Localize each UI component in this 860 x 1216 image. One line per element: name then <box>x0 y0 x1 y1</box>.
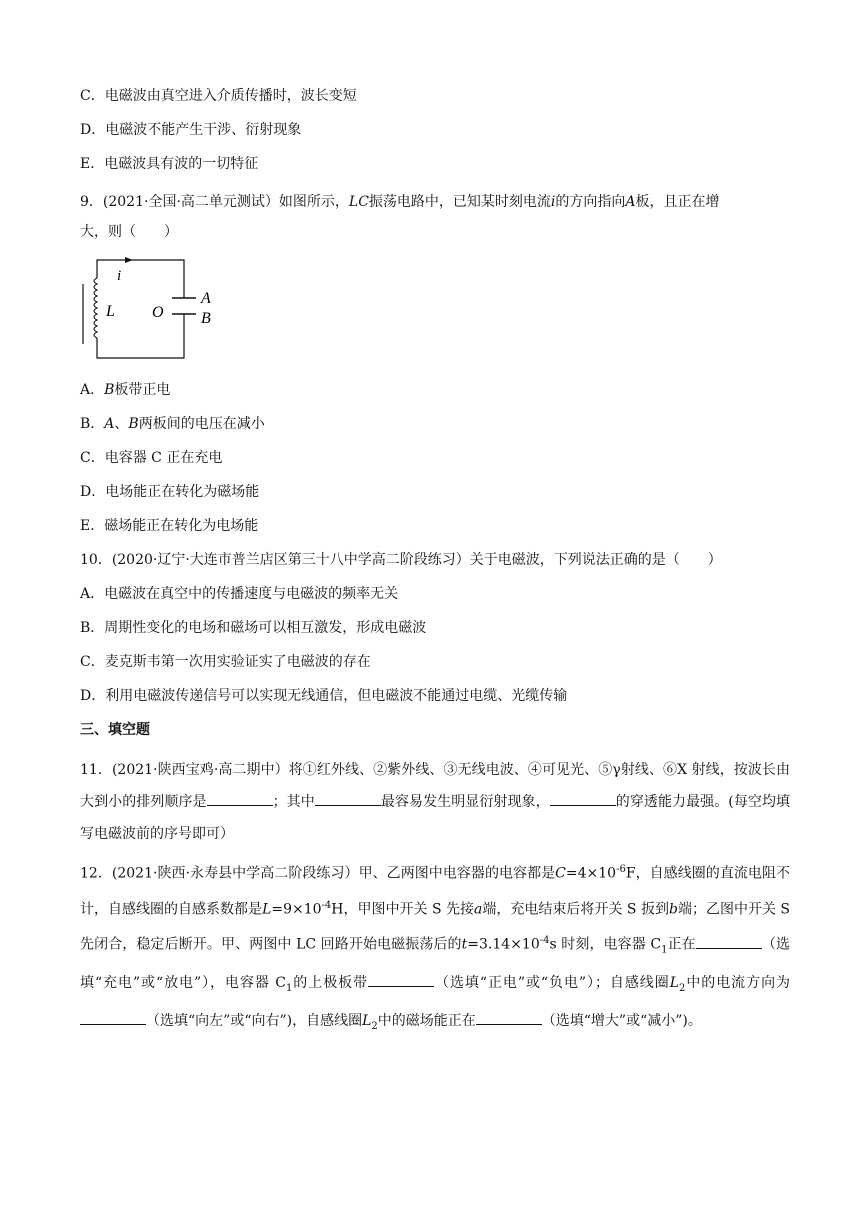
q12-part: （选填“正电”或“负电”）；自感线圈 <box>434 974 670 991</box>
q9-option-d: D．电场能正在转化为磁场能 <box>80 484 260 500</box>
label-L: L <box>106 303 115 320</box>
option-var: A <box>104 416 115 432</box>
q12-part: =3.14×10 <box>467 936 540 953</box>
q12-exp: -4 <box>321 899 332 911</box>
lc-circuit-svg <box>80 256 230 374</box>
q12-part: =9×10 <box>271 901 322 918</box>
q11-text <box>80 754 790 850</box>
label-i: i <box>117 268 122 284</box>
option-text: 板带正电 <box>114 382 171 398</box>
circuit-wire-bottom <box>97 314 184 358</box>
q12-part: 12．(2021·陕西·永寿县中学高二阶段练习）甲、乙两图中电容器的电容都是 <box>80 865 556 882</box>
q12-part: 正在 <box>667 936 696 953</box>
q9-stem-part: 振荡电路中，已知某时刻电流 <box>368 194 551 210</box>
answer-blank[interactable] <box>476 1012 542 1025</box>
option-prefix: B． <box>80 416 105 432</box>
q12-part: （选填“向左”或“向右”)，自感线圈 <box>146 1012 363 1029</box>
q12-part: （选填“充电”或“放电”），电容器 C <box>80 936 790 991</box>
q12-part: 端；乙图中开关 S 先闭合，稳定后断开。甲、两图中 LC 回路开始电磁振荡后的 <box>80 901 791 953</box>
label-B: B <box>201 310 211 327</box>
q10-option-a: A．电磁波在真空中的传播速度与电磁波的频率无关 <box>80 586 399 602</box>
answer-blank[interactable] <box>368 974 434 987</box>
q12-var: L <box>362 1012 372 1029</box>
q9-stem-part: 板，且正在增 <box>635 194 720 210</box>
label-A: A <box>201 290 211 307</box>
answer-blank[interactable] <box>315 793 381 806</box>
q11-part: 11．(2021·陕西宝鸡·高二期中）将①红外线、②紫外线、③无线电波、④可见光、⑤γ射线、⑥X 射线，按波长由大到小的排列顺序是 <box>80 762 790 810</box>
q8-option-e: E．电磁波具有波的一切特征 <box>80 156 259 172</box>
q12-exp: -6 <box>616 864 626 875</box>
q12-var: L <box>262 901 272 918</box>
inductor-coil <box>94 278 97 338</box>
q12-sub: 2 <box>679 982 686 994</box>
q12-part: H，甲图中开关 S 先接 <box>331 901 475 918</box>
q9-option-e: E．磁场能正在转化为电场能 <box>80 518 259 534</box>
option-sep: 、 <box>114 416 129 432</box>
q12-part: （选填“增大”或“减小”)。 <box>541 1012 702 1029</box>
q12-part: 端，充电结束后将开关 S 扳到 <box>482 901 669 918</box>
q12-var: L <box>669 974 679 991</box>
worksheet-page <box>80 86 790 1044</box>
circuit-wire-top <box>97 260 184 298</box>
q12-part: 中的电流方向为 <box>685 974 791 991</box>
current-arrow-icon <box>125 257 133 263</box>
q12-sub: 1 <box>285 982 293 994</box>
q12-part: F，自感线圈的直流电阻不计，自感线圈的自感系数都是 <box>80 865 790 918</box>
q10-option-d: D．利用电磁波传递信号可以实现无线通信，但电磁波不能通过电缆、光缆传输 <box>80 688 568 704</box>
q10-option-c: C．麦克斯韦第一次用实验证实了电磁波的存在 <box>80 654 371 670</box>
q12-exp: -4 <box>539 935 550 947</box>
q9-stem <box>80 188 790 216</box>
q12-part: 中的磁场能正在 <box>377 1012 476 1029</box>
q12-sub: 1 <box>661 944 668 956</box>
q11-part: ；其中 <box>272 794 315 810</box>
q9-stem-var: A <box>625 194 636 210</box>
q12-part: s 时刻，电容器 C <box>549 936 662 953</box>
q12-var: a <box>474 901 483 918</box>
q11-part: 的穿透能力最强。(每空均填写电磁波前的序号即可） <box>80 794 791 842</box>
q11-part: 最容易发生明显衍射现象， <box>380 794 550 810</box>
q9-stem-part: 9．(2021·全国·高二单元测试）如图所示， <box>80 194 349 210</box>
answer-blank[interactable] <box>696 936 762 949</box>
q8-option-c: C．电磁波由真空进入介质传播时，波长变短 <box>80 88 357 104</box>
option-text: 两板间的电压在减小 <box>138 416 265 432</box>
q12-sub: 2 <box>371 1020 378 1032</box>
q9-stem-var: LC <box>348 194 369 210</box>
q9-option-c: C．电容器 C 正在充电 <box>80 450 223 466</box>
option-var: B <box>104 382 115 398</box>
q9-option-b <box>80 414 790 434</box>
q12-var: b <box>668 901 678 918</box>
label-O: O <box>152 304 164 321</box>
answer-blank[interactable] <box>207 793 273 806</box>
q12-var: C <box>555 865 566 882</box>
lc-circuit-diagram <box>80 256 790 374</box>
q10-option-b: B．周期性变化的电场和磁场可以相互激发，形成电磁波 <box>80 620 427 636</box>
q10-stem: 10．(2020·辽宁·大连市普兰店区第三十八中学高二阶段练习）关于电磁波，下列说法正确的是（ ） <box>80 552 722 568</box>
q9-option-a <box>80 380 790 400</box>
answer-blank[interactable] <box>80 1012 146 1025</box>
option-prefix: A． <box>80 382 105 398</box>
q12-text <box>80 854 790 1042</box>
q9-stem-var: i <box>550 194 556 210</box>
section-title: 三、填空题 <box>80 722 150 738</box>
q9-stem-part: 的方向指向 <box>555 194 626 210</box>
q12-var: t <box>461 936 468 953</box>
q9-stem-line2: 大，则（ ） <box>80 224 178 240</box>
q12-part: =4×10 <box>565 865 617 882</box>
q8-option-d: D．电磁波不能产生干涉、衍射现象 <box>80 122 302 138</box>
answer-blank[interactable] <box>550 793 616 806</box>
q12-part: 的上极板带 <box>292 974 369 991</box>
option-var: B <box>128 416 139 432</box>
